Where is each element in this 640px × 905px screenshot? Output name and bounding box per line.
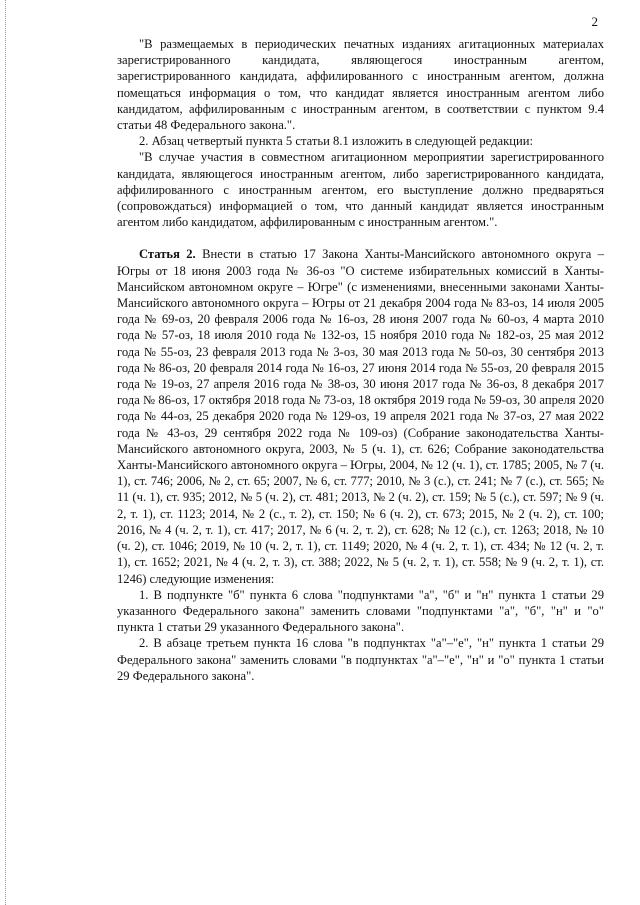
article-2-item-1: 1. В подпункте "б" пункта 6 слова "подпунктами "а", "б" и "н" пункта 1 статьи 29 указанного Федерального закона" заменить словами "подпунктами "а", "б", "н" и "о" пункта 1 статьи 29 указанного Федерального закона". [117, 587, 604, 635]
page-number: 2 [591, 14, 598, 29]
document-body [117, 36, 604, 684]
binding-edge [5, 0, 8, 905]
article-2-text: Внести в статью 17 Закона Ханты-Мансийского автономного округа – Югры от 18 июня 2003 года № 36-оз "О системе избирательных комиссий в Ханты-Мансийском автономном округе – Югре" (с изменениями, внесенными законами Ханты-Мансийского автономного округа – Югры от 21 декабря 2004 года № 83-оз, 14 июля 2005 года № 69-оз, 20 февраля 2006 года № 16-оз, 28 июня 2007 года № 60-оз, 4 марта 2010 года № 57-оз, 18 июля 2010 года № 132-оз, 15 ноября 2010 года № 182-оз, 25 мая 2012 года № 55-оз, 23 февраля 2013 года № 3-оз, 30 мая 2013 года № 50-оз, 30 сентября 2013 года № 86-оз, 20 февраля 2014 года № 16-оз, 27 июня 2014 года № 55-оз, 20 февраля 2015 года № 19-оз, 27 апреля 2016 года № 38-оз, 30 июня 2017 года № 36-оз, 8 декабря 2017 года № 86-оз, 17 октября 2018 года № 73-оз, 18 октября 2019 года № 59-оз, 30 апреля 2020 года № 44-оз, 25 декабря 2020 года № 129-оз, 19 апреля 2021 года № 37-оз, 27 мая 2022 года № 43-оз, 29 сентября 2022 года № 109-оз) (Собрание законодательства Ханты-Мансийского автономного округа, 2003, № 5 (ч. 1), ст. 626; Собрание законодательства Ханты-Мансийского автономного округа – Югры, 2004, № 12 (ч. 1), ст. 1785; 2005, № 7 (ч. 1), ст. 746; 2006, № 2, ст. 65; 2007, № 6, ст. 777; 2010, № 3 (с.), ст. 241; № 7 (с.), ст. 565; № 11 (ч. 1), ст. 935; 2012, № 5 (ч. 2), ст. 481; 2013, № 2 (ч. 2), ст. 159; № 5 (с.), ст. 597; № 9 (ч. 2, т. 1), ст. 1123; 2014, № 2 (с., т. 2), ст. 150; № 6 (ч. 2), ст. 673; 2015, № 2 (ч. 2), ст. 100; 2016, № 4 (ч. 2, т. 1), ст. 417; 2017, № 6 (ч. 2, т. 2), ст. 628; № 12 (с.), ст. 1263; 2018, № 10 (ч. 2), ст. 1046; 2019, № 10 (ч. 2, т. 1), ст. 1149; 2020, № 4 (ч. 2, т. 1), ст. 434; № 12 (ч. 2, т. 1), ст. 1652; 2021, № 4 (ч. 2, т. 3), ст. 388; 2022, № 5 (ч. 2, т. 1), ст. 558; № 9 (ч. 2, т. 1), ст. 1246) следующие изменения: [117, 247, 604, 586]
article-2-label: Статья 2. [139, 247, 196, 262]
quoted-paragraph-print-materials: "В размещаемых в периодических печатных изданиях агитационных материалах зарегистрированного кандидата, являющегося иностранным агентом, зарегистрированного кандидата, аффилированного с иностранным агентом, должна помещаться информация о том, что кандидат является иностранным агентом либо кандидатом, аффилированным с иностранным агентом, в соответствии с пунктом 9.4 статьи 48 Федерального закона.". [117, 37, 604, 133]
article-2-item-2: 2. В абзаце третьем пункта 16 слова "в подпунктах "а"–"е", "н" пункта 1 статьи 29 Федерального закона" заменить словами "в подпунктах "а"–"е", "н" и "о" пункта 1 статьи 29 Федерального закона". [117, 636, 604, 683]
amendment-item-2: 2. Абзац четвертый пункта 5 статьи 8.1 изложить в следующей редакции: [139, 134, 533, 149]
article-2-paragraph [117, 246, 604, 586]
quoted-paragraph-joint-event: "В случае участия в совместном агитационном мероприятии зарегистрированного кандидата, являющегося иностранным агентом, либо зарегистрированного кандидата, аффилированного с иностранным агентом, его выступление должно предваряться (сопровождаться) информацией о том, что данный кандидат является иностранным агентом либо кандидатом, аффилированным с иностранным агентом.". [117, 150, 604, 230]
